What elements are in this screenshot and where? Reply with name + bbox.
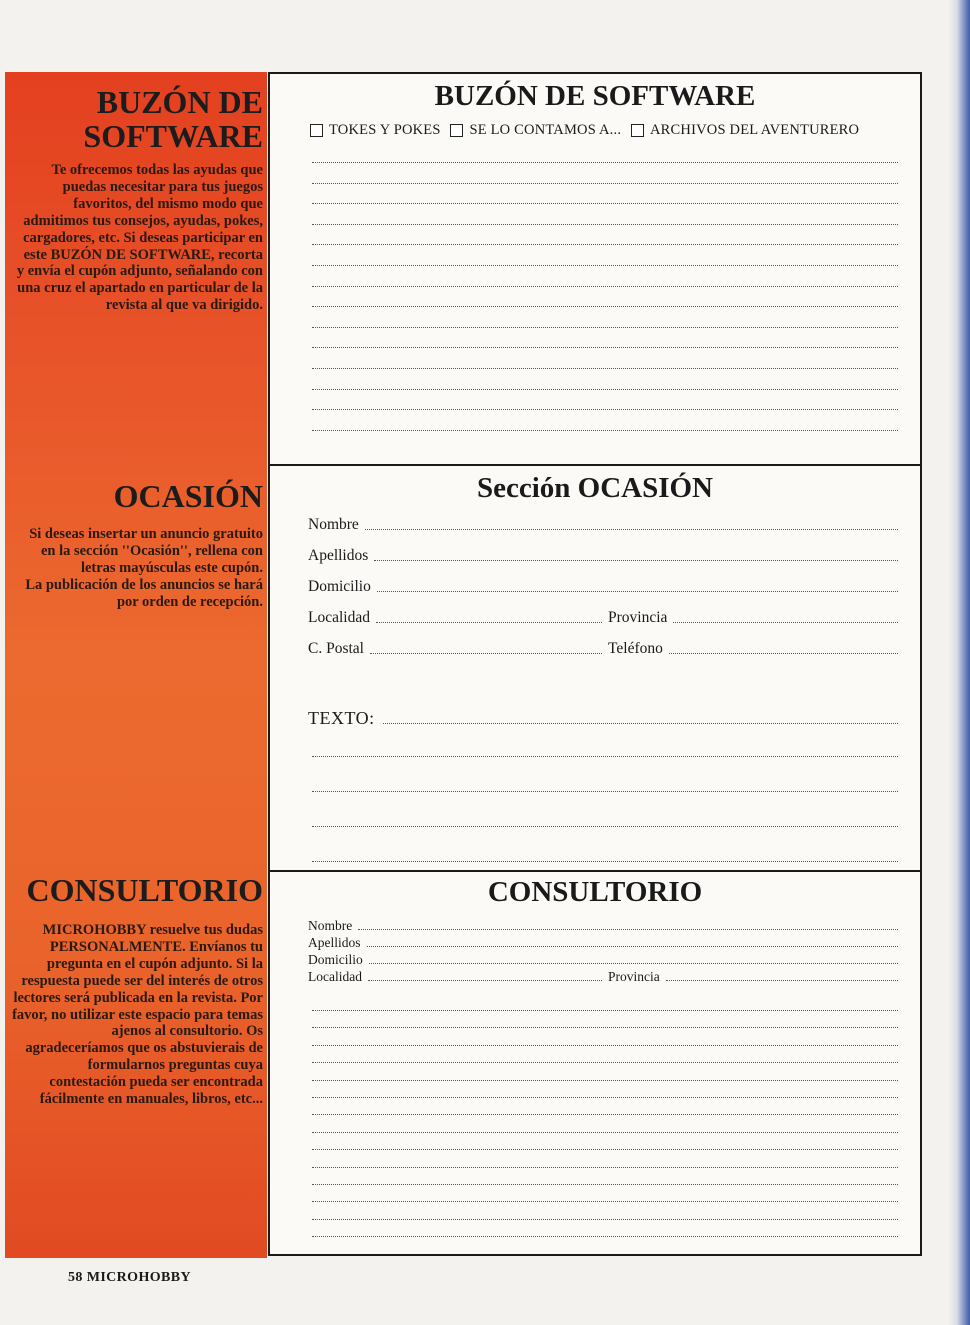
writing-line[interactable]: [312, 389, 898, 390]
buzon-options: [310, 122, 865, 142]
buzon-sidebar-text: Te ofrecemos todas las ayudas que puedas necesitar para tus juegos favoritos, del mismo modo que admitimos tus consejos, ayudas, pokes, cargadores, etc. Si deseas participar en este BUZÓN DE SOFTWARE, recorta y envía el cupón adjunto, señalando con una cruz el apartado en particular de la revista al que va dirigido.: [16, 162, 263, 314]
writing-line[interactable]: [312, 1132, 898, 1133]
option-archivos-aventurero[interactable]: [631, 122, 859, 139]
checkbox[interactable]: [310, 124, 323, 137]
c-nombre-line[interactable]: [358, 929, 898, 930]
writing-line[interactable]: [312, 1062, 898, 1063]
writing-line[interactable]: [312, 1010, 898, 1011]
c-domicilio-field[interactable]: [308, 952, 898, 968]
c-nombre-field[interactable]: [308, 918, 898, 934]
ocasion-coupon-title: Sección OCASIÓN: [476, 472, 714, 504]
page-edge: [948, 0, 970, 1325]
option-se-lo-contamos[interactable]: [450, 122, 621, 139]
writing-line[interactable]: [312, 224, 898, 225]
nombre-field[interactable]: [308, 516, 898, 534]
c-nombre-label: Nombre: [308, 918, 353, 933]
texto-label: TEXTO:: [308, 708, 375, 728]
checkbox[interactable]: [450, 124, 463, 137]
c-provincia-line[interactable]: [666, 980, 898, 981]
localidad-label: Localidad: [308, 609, 370, 626]
writing-line[interactable]: [312, 791, 898, 792]
c-localidad-label: Localidad: [308, 969, 362, 984]
cpostal-field[interactable]: [308, 640, 602, 658]
writing-line[interactable]: [312, 1167, 898, 1168]
domicilio-label: Domicilio: [308, 578, 371, 595]
apellidos-field[interactable]: [308, 547, 898, 565]
writing-line[interactable]: [312, 1080, 898, 1081]
consultorio-coupon: [268, 870, 922, 1256]
ocasion-text-para2: La publicación de los anuncios se hará por orden de recepción.: [25, 576, 263, 610]
ocasion-text-para1: Si deseas insertar un anuncio gratuito en la sección ''Ocasión'', rellena con letras mayúsculas este cupón.: [29, 526, 263, 576]
writing-line[interactable]: [312, 203, 898, 204]
consultorio-sidebar-title: CONSULTORIO: [26, 872, 263, 908]
c-apellidos-field[interactable]: [308, 935, 898, 951]
c-apellidos-line[interactable]: [367, 946, 899, 947]
c-provincia-field[interactable]: [608, 969, 898, 985]
writing-line[interactable]: [312, 1184, 898, 1185]
option-tokes-y-pokes[interactable]: [310, 122, 441, 139]
checkbox[interactable]: [631, 124, 644, 137]
sidebar-column: [5, 72, 267, 1258]
domicilio-field[interactable]: [308, 578, 898, 596]
c-domicilio-label: Domicilio: [308, 952, 363, 967]
telefono-field[interactable]: [608, 640, 898, 658]
writing-line[interactable]: [312, 756, 898, 757]
writing-line[interactable]: [312, 327, 898, 328]
writing-line[interactable]: [312, 244, 898, 245]
writing-line[interactable]: [312, 1114, 898, 1115]
provincia-label: Provincia: [608, 609, 668, 626]
apellidos-line[interactable]: [374, 560, 898, 561]
buzon-coupon: [268, 72, 922, 466]
cpostal-line[interactable]: [370, 653, 602, 654]
writing-line[interactable]: [312, 430, 898, 431]
texto-line[interactable]: [383, 723, 898, 724]
c-domicilio-line[interactable]: [369, 963, 898, 964]
writing-line[interactable]: [312, 1219, 898, 1220]
nombre-line[interactable]: [365, 529, 898, 530]
option-label: ARCHIVOS DEL AVENTURERO: [649, 122, 860, 138]
telefono-line[interactable]: [669, 653, 898, 654]
c-localidad-field[interactable]: [308, 969, 602, 985]
page-footer: 58 MICROHOBBY: [68, 1270, 192, 1285]
provincia-line[interactable]: [673, 622, 898, 623]
writing-line[interactable]: [312, 1027, 898, 1028]
writing-line[interactable]: [312, 826, 898, 827]
nombre-label: Nombre: [308, 516, 359, 533]
writing-line[interactable]: [312, 368, 898, 369]
writing-line[interactable]: [312, 265, 898, 266]
writing-line[interactable]: [312, 306, 898, 307]
consultorio-sidebar-text: MICROHOBBY resuelve tus dudas PERSONALMENTE. Envíanos tu pregunta en el cupón adjunto. Si la respuesta puede ser del interés de otros lectores será publicada en la revista. Por favor, no utilizar este espacio para temas ajenos al consultorio. Os agradeceríamos que os abstuvierais de formularnos preguntas cuya contestación pueda ser encontrada fácilmente en manuales, libros, etc...: [12, 922, 263, 1108]
writing-line[interactable]: [312, 183, 898, 184]
localidad-line[interactable]: [376, 622, 602, 623]
writing-line[interactable]: [312, 1097, 898, 1098]
writing-line[interactable]: [312, 162, 898, 163]
localidad-field[interactable]: [308, 609, 602, 627]
writing-line[interactable]: [312, 861, 898, 862]
ocasion-sidebar-title: OCASIÓN: [113, 478, 263, 514]
texto-field[interactable]: [308, 708, 898, 729]
writing-line[interactable]: [312, 286, 898, 287]
writing-line[interactable]: [312, 409, 898, 410]
buzon-sidebar-title: [13, 86, 263, 153]
option-label: SE LO CONTAMOS A...: [469, 122, 622, 138]
c-localidad-line[interactable]: [368, 980, 602, 981]
writing-line[interactable]: [312, 1149, 898, 1150]
telefono-label: Teléfono: [608, 640, 663, 657]
writing-line[interactable]: [312, 1236, 898, 1237]
domicilio-line[interactable]: [377, 591, 898, 592]
writing-line[interactable]: [312, 347, 898, 348]
writing-line[interactable]: [312, 1045, 898, 1046]
ocasion-coupon: [268, 464, 922, 872]
buzon-title-line2: SOFTWARE: [83, 117, 263, 154]
consultorio-coupon-title: CONSULTORIO: [487, 876, 703, 908]
writing-line[interactable]: [312, 1201, 898, 1202]
ocasion-sidebar-text: [13, 526, 263, 611]
apellidos-label: Apellidos: [308, 547, 369, 564]
c-apellidos-label: Apellidos: [308, 935, 361, 950]
provincia-field[interactable]: [608, 609, 898, 627]
option-label: TOKES Y POKES: [329, 122, 441, 138]
buzon-title-line1: BUZÓN DE: [96, 84, 263, 120]
cpostal-label: C. Postal: [308, 640, 364, 657]
c-provincia-label: Provincia: [608, 969, 660, 984]
buzon-coupon-title: BUZÓN DE SOFTWARE: [434, 80, 756, 112]
